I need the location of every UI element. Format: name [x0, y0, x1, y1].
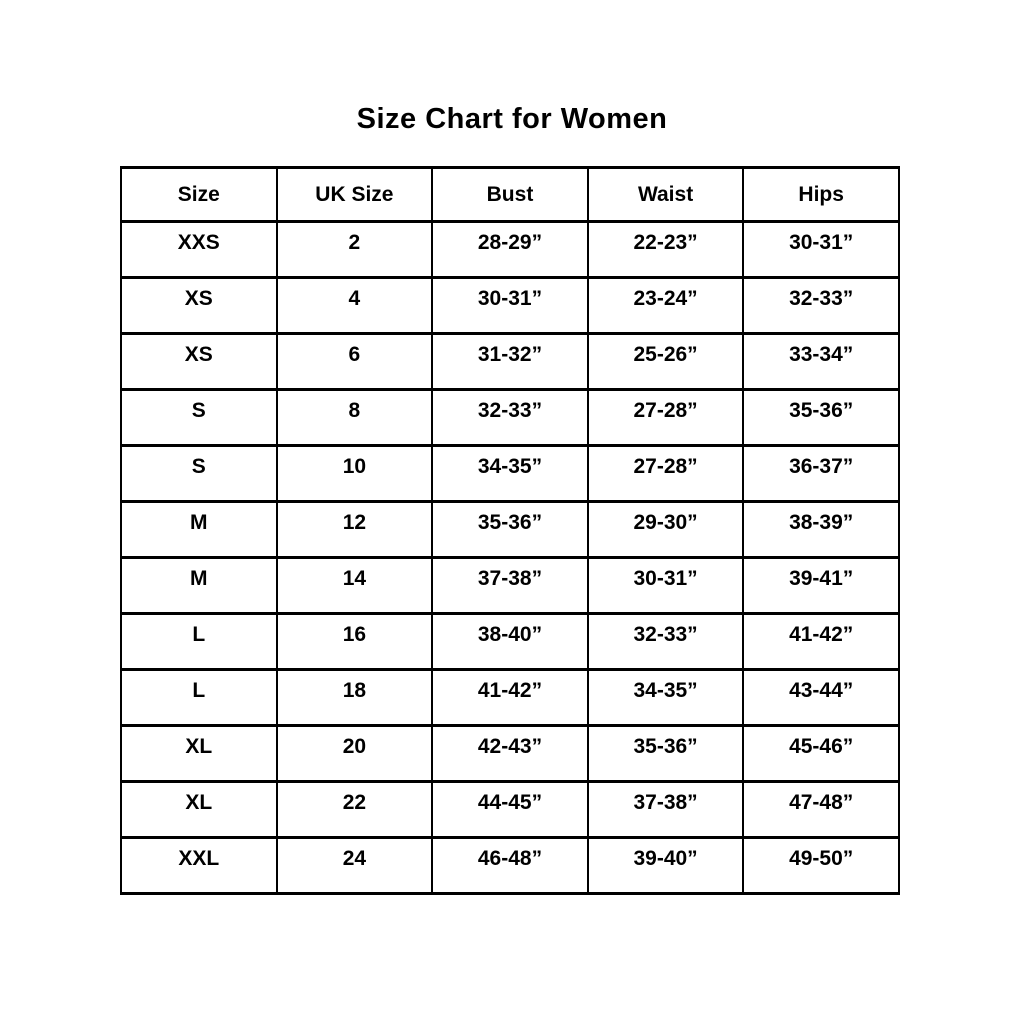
table-cell: XXS — [121, 222, 277, 278]
table-cell: 45-46” — [743, 726, 899, 782]
table-cell: XL — [121, 726, 277, 782]
table-cell: 37-38” — [432, 558, 588, 614]
table-cell: 24 — [277, 838, 433, 894]
column-header: Waist — [588, 168, 744, 222]
table-cell: 6 — [277, 334, 433, 390]
table-cell: 42-43” — [432, 726, 588, 782]
table-cell: 43-44” — [743, 670, 899, 726]
table-row — [121, 446, 899, 502]
table-cell: S — [121, 390, 277, 446]
table-cell: 4 — [277, 278, 433, 334]
table-cell: XXL — [121, 838, 277, 894]
table-cell: S — [121, 446, 277, 502]
column-header: Bust — [432, 168, 588, 222]
table-row — [121, 278, 899, 334]
table-cell: 46-48” — [432, 838, 588, 894]
page-title: Size Chart for Women — [356, 103, 668, 135]
table-row — [121, 558, 899, 614]
table-cell: XS — [121, 278, 277, 334]
table-row — [121, 670, 899, 726]
header-row — [121, 168, 899, 222]
table-row — [121, 222, 899, 278]
table-cell: 14 — [277, 558, 433, 614]
table-cell: 10 — [277, 446, 433, 502]
table-cell: 31-32” — [432, 334, 588, 390]
table-cell: 37-38” — [588, 782, 744, 838]
table-cell: XS — [121, 334, 277, 390]
table-cell: 35-36” — [432, 502, 588, 558]
table-cell: 30-31” — [588, 558, 744, 614]
table-cell: 27-28” — [588, 446, 744, 502]
table-cell: 35-36” — [588, 726, 744, 782]
table-row — [121, 334, 899, 390]
table-cell: 25-26” — [588, 334, 744, 390]
table-row — [121, 838, 899, 894]
table-cell: 34-35” — [588, 670, 744, 726]
table-cell: XL — [121, 782, 277, 838]
table-row — [121, 390, 899, 446]
table-cell: 35-36” — [743, 390, 899, 446]
table-cell: 22 — [277, 782, 433, 838]
column-header: Size — [121, 168, 277, 222]
table-cell: 44-45” — [432, 782, 588, 838]
table-cell: 39-41” — [743, 558, 899, 614]
table-cell: 2 — [277, 222, 433, 278]
table-cell: 12 — [277, 502, 433, 558]
table-cell: L — [121, 614, 277, 670]
table-row — [121, 782, 899, 838]
table-cell: 30-31” — [743, 222, 899, 278]
table-row — [121, 614, 899, 670]
size-chart-table — [120, 166, 900, 895]
table-row — [121, 726, 899, 782]
table-cell: 22-23” — [588, 222, 744, 278]
table-cell: 49-50” — [743, 838, 899, 894]
table-cell: 28-29” — [432, 222, 588, 278]
table-cell: 16 — [277, 614, 433, 670]
table-cell: 27-28” — [588, 390, 744, 446]
table-cell: 18 — [277, 670, 433, 726]
table-cell: 20 — [277, 726, 433, 782]
table-cell: 32-33” — [743, 278, 899, 334]
table-cell: 23-24” — [588, 278, 744, 334]
table-header — [121, 168, 899, 222]
table-cell: 41-42” — [743, 614, 899, 670]
table-cell: 38-39” — [743, 502, 899, 558]
table-body — [121, 222, 899, 894]
table-cell: 29-30” — [588, 502, 744, 558]
table-cell: 34-35” — [432, 446, 588, 502]
table-cell: L — [121, 670, 277, 726]
table-cell: 8 — [277, 390, 433, 446]
table-cell: M — [121, 502, 277, 558]
table-cell: 38-40” — [432, 614, 588, 670]
table-cell: 36-37” — [743, 446, 899, 502]
table-cell: 41-42” — [432, 670, 588, 726]
table-cell: 47-48” — [743, 782, 899, 838]
table-row — [121, 502, 899, 558]
table-cell: 32-33” — [432, 390, 588, 446]
table-cell: 32-33” — [588, 614, 744, 670]
table-cell: M — [121, 558, 277, 614]
table-cell: 30-31” — [432, 278, 588, 334]
table-cell: 33-34” — [743, 334, 899, 390]
column-header: UK Size — [277, 168, 433, 222]
table-cell: 39-40” — [588, 838, 744, 894]
column-header: Hips — [743, 168, 899, 222]
